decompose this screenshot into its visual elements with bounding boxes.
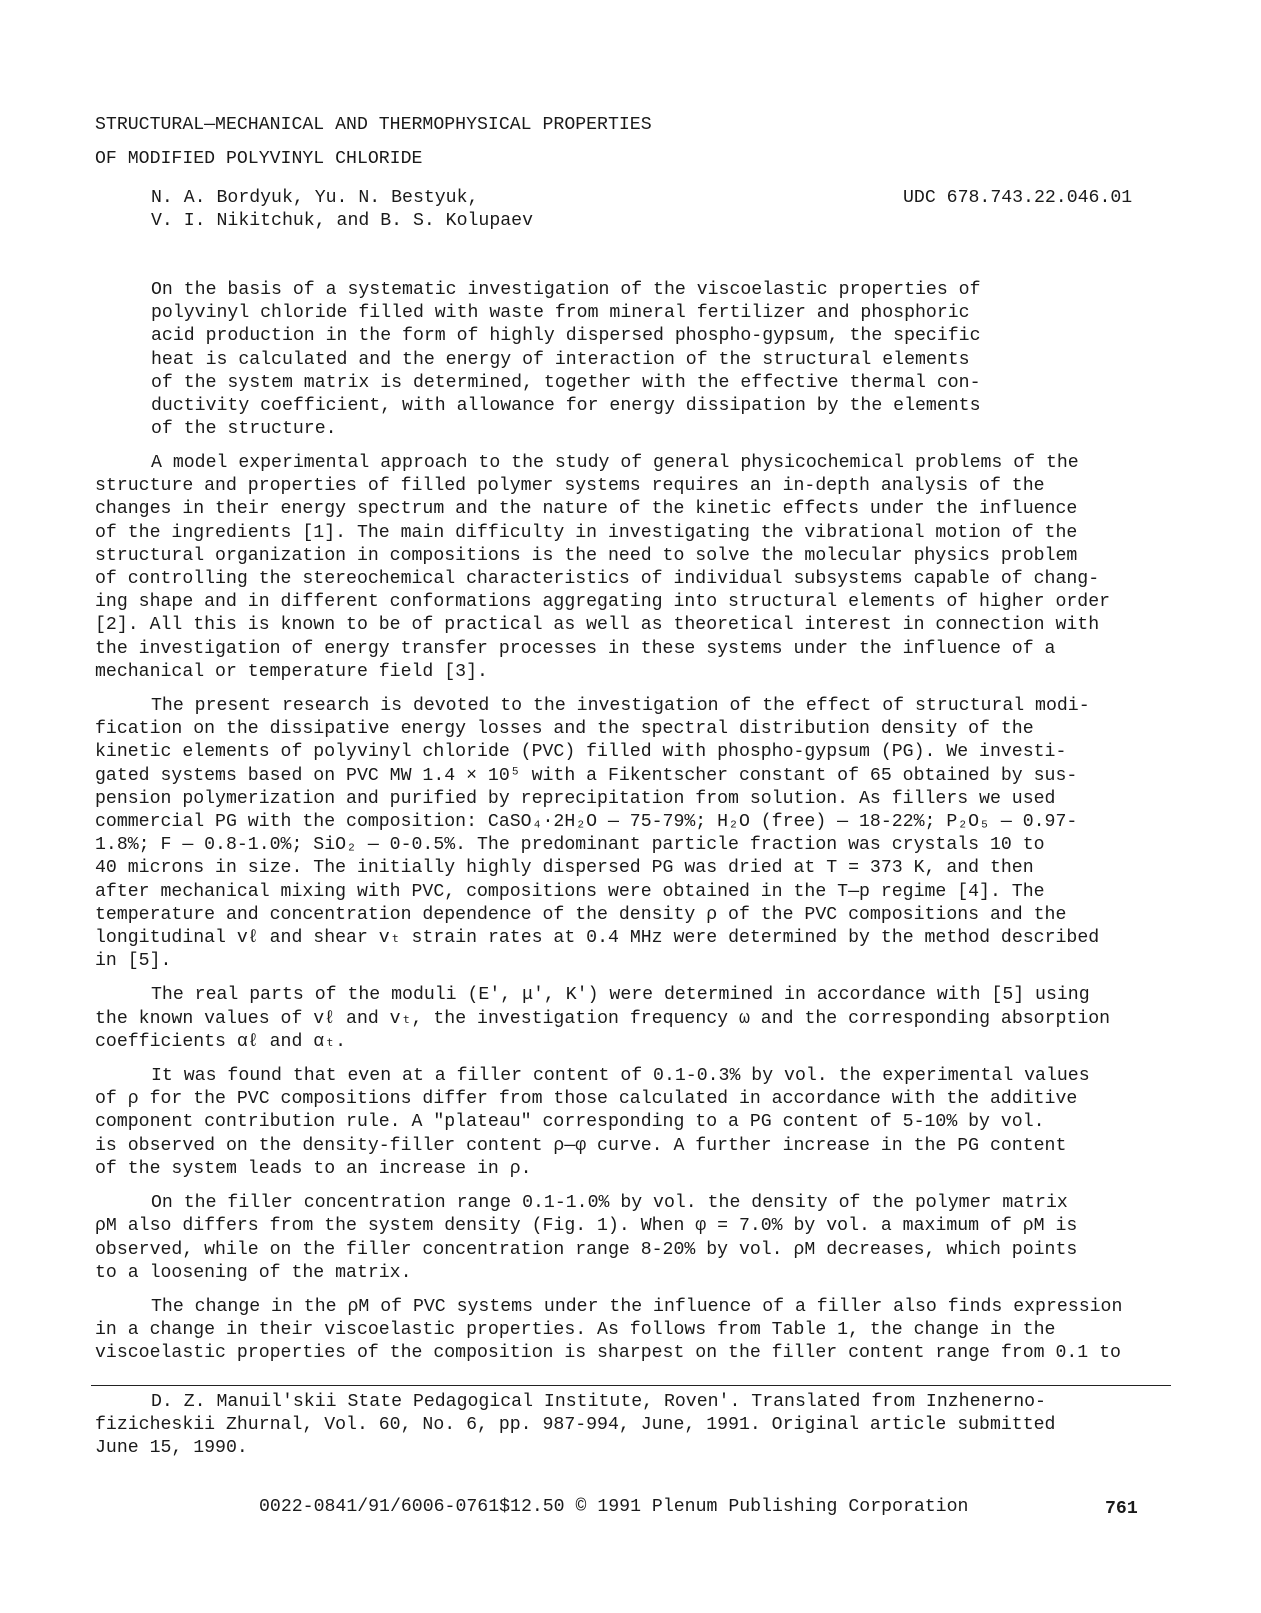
footnote-line: June 15, 1990. — [95, 1438, 248, 1459]
paragraph — [95, 1065, 1175, 1181]
paragraph — [95, 1296, 1175, 1366]
article-body — [95, 452, 1175, 1377]
paragraph-line: structure and properties of filled polymer systems requires an in-depth analysis of the — [95, 476, 1045, 497]
paragraph-line: kinetic elements of polyvinyl chloride (PVC) filled with phospho-gypsum (PG). We investi- — [95, 742, 1067, 763]
paragraph-line: A model experimental approach to the study of general physicochemical problems of the — [151, 453, 1079, 473]
paragraph — [95, 452, 1175, 684]
abstract-line: of the system matrix is determined, together with the effective thermal con- — [151, 372, 981, 393]
abstract-line: of the structure. — [151, 419, 337, 440]
title-line-1: STRUCTURAL—MECHANICAL AND THERMOPHYSICAL PROPERTIES — [95, 115, 652, 135]
footnote-line: D. Z. Manuil'skii State Pedagogical Institute, Roven'. Translated from Inzhenerno- — [151, 1392, 1046, 1412]
authors-line-2: V. I. Nikitchuk, and B. S. Kolupaev — [151, 211, 533, 232]
paragraph-line: structural organization in compositions is the need to solve the molecular physics problem — [95, 545, 1078, 566]
paragraph-line: of controlling the stereochemical characteristics of individual subsystems capable of chang- — [95, 569, 1100, 590]
paragraph-line: component contribution rule. A "plateau" corresponding to a PG content of 5-10% by vol. — [95, 1112, 1045, 1133]
article-title — [95, 108, 652, 176]
paragraph-line: commercial PG with the composition: CaSO₄·2H₂O — 75-79%; H₂O (free) — 18-22%; P₂O₅ — 0.97- — [95, 812, 1078, 833]
paragraph — [95, 695, 1175, 973]
paragraph-line: to a loosening of the matrix. — [95, 1262, 412, 1283]
paragraph-line: pension polymerization and purified by reprecipitation from solution. As fillers we used — [95, 788, 1056, 809]
paragraph-line: The change in the ρM of PVC systems under the influence of a filler also finds expression — [151, 1296, 1123, 1317]
paragraph-line: of the ingredients [1]. The main difficulty in investigating the vibrational motion of the — [95, 522, 1078, 543]
page-number: 761 — [1105, 1499, 1138, 1519]
paragraph-line: On the filler concentration range 0.1-1.0% by vol. the density of the polymer matrix — [151, 1193, 1068, 1214]
abstract-line: heat is calculated and the energy of interaction of the structural elements — [151, 349, 970, 370]
paragraph-line: ing shape and in different conformations aggregating into structural elements of higher order — [95, 592, 1111, 613]
paragraph-line: temperature and concentration dependence of the density ρ of the PVC compositions and the — [95, 904, 1067, 925]
paragraph-line: mechanical or temperature field [3]. — [95, 661, 488, 682]
paragraph-line: 40 microns in size. The initially highly dispersed PG was dried at T = 373 K, and then — [95, 858, 1034, 879]
abstract-line: On the basis of a systematic investigation of the viscoelastic properties of — [151, 280, 981, 300]
paragraph-line: viscoelastic properties of the composition is sharpest on the filler content range from 0.1 to — [95, 1343, 1121, 1364]
paragraph-line: in a change in their viscoelastic properties. As follows from Table 1, the change in the — [95, 1320, 1056, 1341]
paragraph-line: coefficients αℓ and αₜ. — [95, 1031, 347, 1052]
paragraph-line: after mechanical mixing with PVC, compositions were obtained in the T—p regime [4]. The — [95, 881, 1045, 902]
paragraph-line: The present research is devoted to the investigation of the effect of structural modi- — [151, 696, 1090, 717]
paragraph-line: ρM also differs from the system density (Fig. 1). When φ = 7.0% by vol. a maximum of ρM is — [95, 1216, 1078, 1237]
paragraph-line: in [5]. — [95, 951, 172, 972]
paragraph-line: The real parts of the moduli (E', μ', K') were determined in accordance with [5] using — [151, 985, 1090, 1006]
paragraph-line: fication on the dissipative energy losses and the spectral distribution density of the — [95, 719, 1034, 740]
paragraph-line: gated systems based on PVC MW 1.4 × 10⁵ with a Fikentscher constant of 65 obtained by sus- — [95, 765, 1078, 786]
footnote — [95, 1391, 1055, 1461]
abstract-line: ductivity coefficient, with allowance for energy dissipation by the elements — [151, 396, 981, 417]
paragraph-line: the known values of vℓ and vₜ, the investigation frequency ω and the corresponding absorption — [95, 1008, 1111, 1029]
paragraph-line: 1.8%; F — 0.8-1.0%; SiO₂ — 0-0.5%. The predominant particle fraction was crystals 10 to — [95, 835, 1045, 856]
paragraph-line: the investigation of energy transfer processes in these systems under the influence of a — [95, 638, 1056, 659]
paragraph-line: observed, while on the filler concentration range 8-20% by vol. ρM decreases, which points — [95, 1239, 1078, 1260]
title-line-2: OF MODIFIED POLYVINYL CHLORIDE — [95, 149, 423, 169]
paragraph-line: of ρ for the PVC compositions differ from those calculated in accordance with the additive — [95, 1089, 1078, 1110]
abstract — [151, 279, 1021, 441]
udc-code: UDC 678.743.22.046.01 — [903, 188, 1133, 208]
abstract-line: polyvinyl chloride filled with waste from mineral fertilizer and phosphoric — [151, 303, 970, 324]
paragraph-line: It was found that even at a filler content of 0.1-0.3% by vol. the experimental values — [151, 1066, 1090, 1087]
authors-line-1: N. A. Bordyuk, Yu. N. Bestyuk, — [151, 188, 479, 208]
paragraph-line: changes in their energy spectrum and the nature of the kinetic effects under the influence — [95, 499, 1078, 520]
author-list — [151, 187, 533, 233]
footnote-divider — [91, 1385, 1171, 1386]
paragraph-line: is observed on the density-filler content ρ—φ curve. A further increase in the PG content — [95, 1135, 1067, 1156]
paragraph-line: of the system leads to an increase in ρ. — [95, 1158, 532, 1179]
abstract-line: acid production in the form of highly dispersed phospho-gypsum, the specific — [151, 326, 981, 347]
footnote-line: fizicheskii Zhurnal, Vol. 60, No. 6, pp. 987-994, June, 1991. Original article submitted — [95, 1415, 1056, 1436]
paragraph — [95, 984, 1175, 1054]
paragraph-line: longitudinal vℓ and shear vₜ strain rates at 0.4 MHz were determined by the method described — [95, 928, 1100, 949]
copyright-line: 0022-0841/91/6006-0761$12.50 © 1991 Plenum Publishing Corporation — [259, 1497, 969, 1517]
paragraph — [95, 1192, 1175, 1285]
paragraph-line: [2]. All this is known to be of practical as well as theoretical interest in connection with — [95, 615, 1100, 636]
